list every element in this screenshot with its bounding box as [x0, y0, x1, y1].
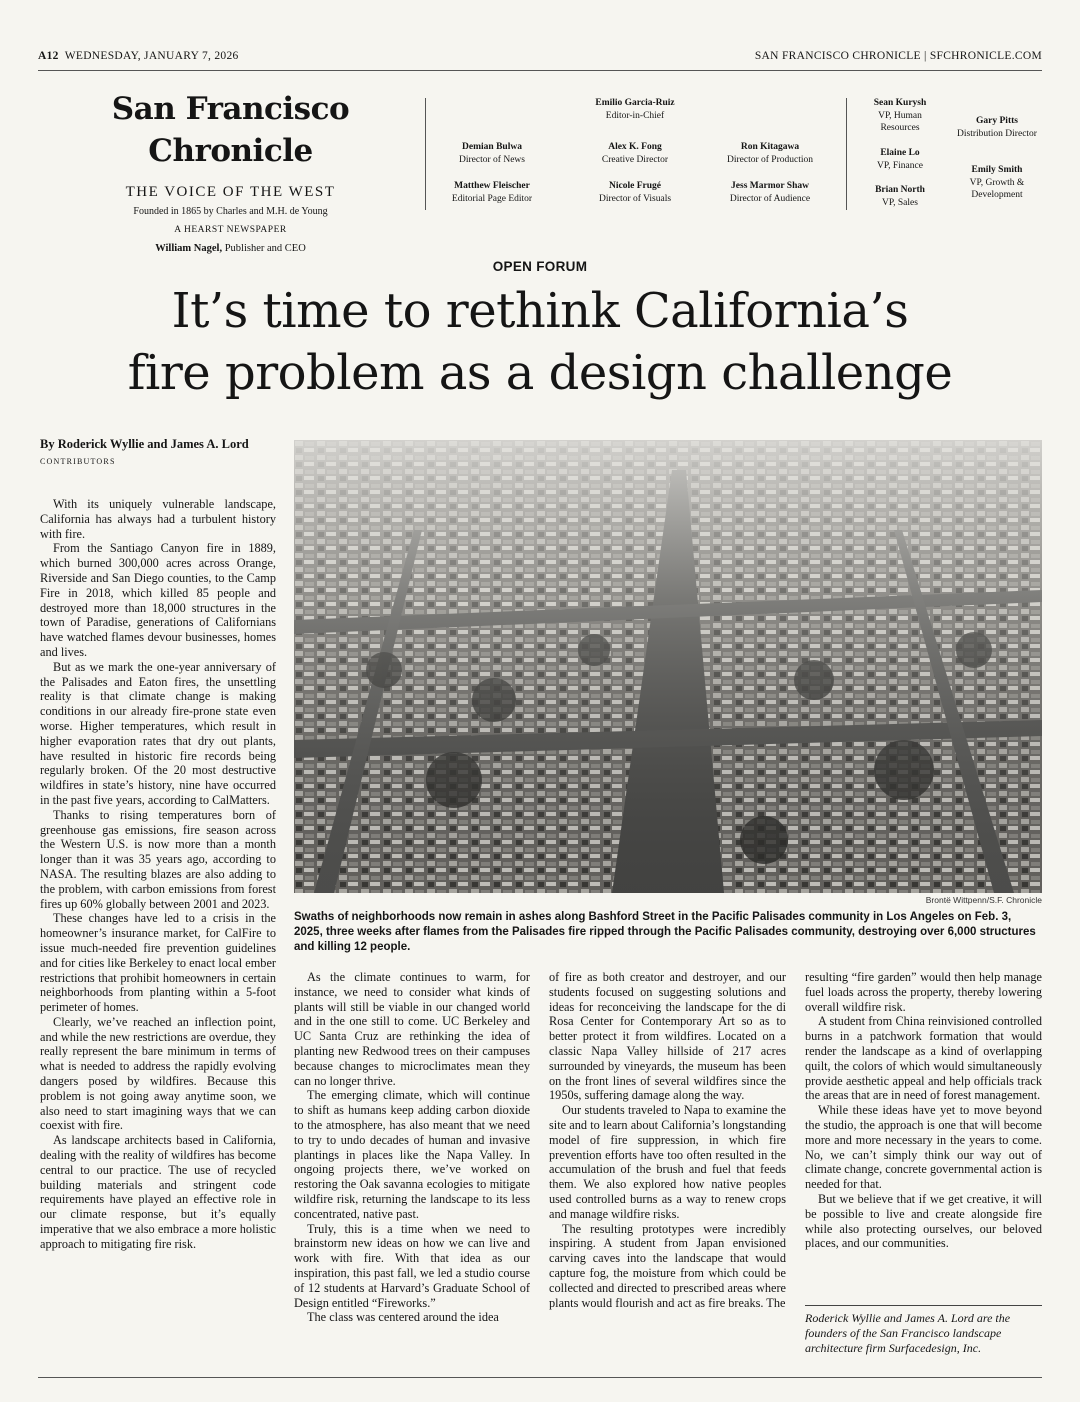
staff-title: Director of News [459, 154, 525, 165]
paragraph: Truly, this is a time when we need to brainstorm new ideas on how we can live and work with fire. With that idea as our inspiration, this past fall, we led a studio course of 12 students at Harvard’s Graduate School of Design entitled “Fireworks.” [294, 1221, 530, 1310]
staff-name: Gary Pitts [976, 116, 1018, 126]
bottom-rule [38, 1377, 1042, 1378]
staff-title: VP, Human Resources [878, 110, 922, 133]
staff-entry [954, 115, 1040, 140]
photo-credit: Brontë Wittpenn/S.F. Chronicle [925, 895, 1042, 905]
body-column-3 [549, 970, 786, 1310]
paragraph: The resulting prototypes were incredibly inspiring. A student from Japan envisioned carving caves into the landscape that would capture fog, the moisture from which could be collected and directed to prescribed areas where plants would flourish and act as fire breaks. The [549, 1221, 786, 1310]
headline [40, 280, 1040, 404]
body-column-1 [40, 497, 276, 1252]
staff-title: Distribution Director [957, 128, 1037, 139]
staff-name: Matthew Fleischer [454, 181, 530, 191]
staff-title: VP, Growth & Development [969, 177, 1025, 200]
headline-line: fire problem as a design challenge [127, 345, 953, 401]
staff-name: Demian Bulwa [462, 142, 522, 152]
author-role: CONTRIBUTORS [40, 457, 116, 466]
section-kicker: OPEN FORUM [492, 259, 588, 274]
staff-entry [858, 184, 942, 209]
byline [40, 437, 280, 469]
tagline: THE VOICE OF THE WEST [125, 184, 336, 200]
staff-name: Jess Marmor Shaw [731, 181, 809, 191]
publisher-title: Publisher and CEO [224, 243, 306, 254]
photo-illustration [294, 440, 1042, 893]
hearst-line: A HEARST NEWSPAPER [174, 225, 287, 235]
paragraph: resulting “fire garden” would then help manage fuel loads across the property, thereby lowering overall wildfire risk. [805, 970, 1042, 1014]
staff-title: VP, Finance [877, 160, 923, 171]
paragraph: As the climate continues to warm, for instance, we need to consider what kinds of plants will still be viable in our changed world and in the one still to come. UC Berkeley and UC Santa Cruz are rethinking the idea of planting new Redwood trees on their campuses because changes to microclimates mean they can no longer thrive. [294, 970, 530, 1088]
staff-name: Elaine Lo [880, 148, 920, 158]
staff-title: Director of Production [726, 154, 813, 165]
paragraph: While these ideas have yet to move beyond the studio, the approach is one that will become more and more necessary in the years to come. No, we can’t simply think our way out of climate change, concrete governmental action is needed for that. [805, 1103, 1042, 1192]
publisher-name: William Nagel, [155, 243, 223, 254]
author-names: By Roderick Wyllie and James A. Lord [40, 437, 249, 451]
staff-title: Editor-in-Chief [605, 110, 665, 121]
staff-name: Nicole Frugé [609, 181, 661, 191]
founded-line: Founded in 1865 by Charles and M.H. de Young [133, 206, 328, 217]
staff-name: Alex K. Fong [608, 142, 662, 152]
headline-line: It’s time to rethink California’s [171, 283, 909, 339]
body-column-4 [805, 970, 1042, 1251]
staff-entry [954, 164, 1040, 202]
bio-divider [805, 1305, 1042, 1306]
staff-entry [560, 141, 710, 166]
folio-line [38, 50, 1042, 68]
staff-name: Ron Kitagawa [740, 142, 800, 152]
paper-name-url: SAN FRANCISCO CHRONICLE | SFCHRONICLE.COM [754, 50, 1042, 62]
paragraph: The class was centered around the idea [307, 1310, 499, 1325]
body-column-2 [294, 970, 530, 1325]
paragraph: With its uniquely vulnerable landscape, California has always had a turbulent history with fire. [40, 497, 276, 541]
paragraph: The emerging climate, which will continue to shift as humans keep adding carbon dioxide to the atmosphere, has also meant that we need to try to undo decades of human and invasive plantings in places like the Napa Valley. In ongoing projects there, we’ve worked on restoring the Oak savanna ecologies to mitigate wildfire risk, returning the landscape to its less concentrated, native past. [294, 1088, 530, 1221]
staff-divider [846, 98, 847, 210]
staff-entry [432, 141, 552, 166]
staff-entry [432, 180, 552, 205]
staff-entry [560, 180, 710, 205]
staff-entry [858, 97, 942, 135]
author-bio: Roderick Wyllie and James A. Lord are the founders of the San Francisco landscape architecture firm Surfacedesign, Inc. [805, 1311, 1011, 1355]
top-rule [38, 70, 1042, 71]
staff-name: Emily Smith [971, 165, 1023, 175]
issue-date: WEDNESDAY, JANUARY 7, 2026 [64, 50, 239, 62]
staff-entry [705, 180, 835, 205]
folio-left [38, 50, 239, 62]
paragraph: As landscape architects based in California, dealing with the reality of wildfires has become central to our practice. The use of recycled building materials and stringent code requirements have played an effective role in our climate response, but it’s equally imperative that we also embrace a more holistic approach to mitigating fire risk. [40, 1133, 276, 1251]
staff-entry [858, 147, 942, 172]
staff-entry [555, 97, 715, 122]
staff-entry [705, 141, 835, 166]
staff-title: Editorial Page Editor [451, 193, 533, 204]
paragraph: These changes have led to a crisis in the homeowner’s insurance market, for CalFire to issue much-needed fire prevention guidelines and for cities like Berkeley to enact local ember restrictions that prohibit homeowners in certain neighborhoods from planting within a 5-foot perimeter of homes. [40, 911, 276, 1015]
paragraph: A student from China reinvisioned controlled burns in a patchwork formation that would render the landscape as a kind of overlapping quilt, the colors of which would simultaneously provide aesthetic appeal and help officials track the areas that are in need of forest management. [805, 1014, 1042, 1103]
publisher-line [38, 243, 423, 254]
staff-title: VP, Sales [882, 197, 918, 208]
photo-caption: Swaths of neighborhoods now remain in ashes along Bashford Street in the Pacific Palisades community in Los Angeles on Feb. 3, 2025, three weeks after flames from the Palisades fire ripped through the Pacific Palisades community, destroying over 6,000 structures and killing 12 people. [294, 911, 1036, 953]
staff-title: Creative Director [601, 154, 669, 165]
staff-name: Brian North [875, 185, 925, 195]
staff-name: Emilio Garcia-Ruiz [595, 98, 675, 108]
masthead [38, 88, 423, 254]
paragraph: But we believe that if we get creative, it will be possible to live and create alongside fire while also protecting ourselves, our beloved places, and our communities. [805, 1191, 1042, 1251]
paragraph: Clearly, we’ve reached an inflection point, and while the new restrictions are overdue, they really represent the bare minimum in terms of what is needed to address the rapidly evolving dangers posed by wildfires. Because this problem is not going away anytime soon, we also need to start imagining ways that we can coexist with fire. [40, 1014, 276, 1133]
paragraph: From the Santiago Canyon fire in 1889, which burned 300,000 acres across Orange, Riverside and San Diego counties, to the Camp Fire in 2018, which killed 85 people and destroyed more than 18,000 structures in the town of Paradise, generations of Californians have watched flames devour businesses, homes and lives. [40, 541, 276, 659]
paragraph: But as we mark the one-year anniversary of the Palisades and Eaton fires, the unsettling reality is that climate change is making conditions in our already fire-prone state even worse. Higher temperatures, which result in higher evaporation rates that dry out plants, have resulted in historic fire records being regularly broken. Of the 20 most destructive wildfires in state’s history, nine have occurred in the past five years, according to CalMatters. [40, 659, 276, 807]
page-number: A12 [38, 50, 59, 62]
staff-title: Director of Visuals [598, 193, 672, 204]
paragraph: of fire as both creator and destroyer, and our students focused on suggesting solutions and ideas for reconceiving the landscape for the di Rosa Center for Contemporary Art so as to better protect it from wildfires. Located on a classic Napa Valley hillside of 217 acres surrounded by vineyards, the museum has been on the front lines of several wildfires since the 1950s, suffering damage along the way. [549, 970, 786, 1103]
aerial-burned-neighborhood-photo [294, 440, 1042, 893]
staff-title: Director of Audience [729, 193, 811, 204]
paragraph: Thanks to rising temperatures born of greenhouse gas emissions, fire season across the Western U.S. is now more than a month longer than it was 35 years ago, according to NASA. The resulting blazes are also adding to the problem, with carbon emissions from forest fires up 60% globally between 2001 and 2023. [40, 807, 276, 911]
paragraph: Our students traveled to Napa to examine the site and to learn about California’s longstanding model of fire suppression, in which fire prevention efforts have too often resulted in the accumulation of the brush and fuel that feeds them. We also explored how native peoples used controlled burns as a way to renew crops and manage wildfire risks. [549, 1103, 786, 1221]
masthead-divider [425, 98, 426, 210]
staff-name: Sean Kurysh [873, 98, 927, 108]
nameplate: San Francisco Chronicle [111, 91, 350, 169]
